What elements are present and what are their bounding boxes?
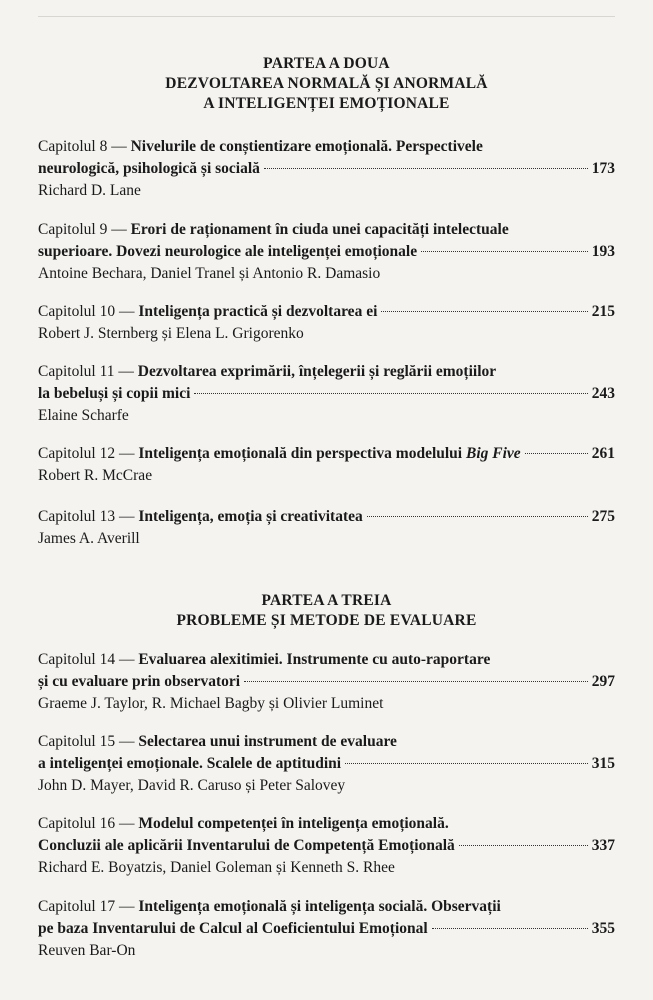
chapter-number: Capitolul 15 —: [38, 733, 135, 750]
chapter-title-cont: Concluzii ale aplicării Inventarului de Competență Emoțională: [38, 837, 455, 854]
dot-leader: [525, 453, 588, 454]
part-two-heading: [0, 54, 653, 114]
dot-leader: [264, 168, 588, 169]
dot-leader: [421, 251, 588, 252]
toc-entry-chapter-10[interactable]: [38, 301, 615, 345]
page-number: 173: [591, 160, 615, 177]
chapter-title-cont: la bebeluși și copii mici: [38, 385, 191, 402]
chapter-title: Dezvoltarea exprimării, înțelegerii și reglării emoțiilor: [137, 363, 497, 380]
toc-entry-chapter-15[interactable]: [38, 731, 615, 797]
chapter-number: Capitolul 17 —: [38, 898, 135, 915]
toc-entry-chapter-9[interactable]: [38, 219, 615, 285]
chapter-number: Capitolul 8 —: [38, 138, 127, 155]
page-number: 337: [591, 837, 615, 854]
dot-leader: [367, 516, 588, 517]
chapter-title-cont: superioare. Dovezi neurologice ale inteligenței emoționale: [38, 243, 418, 260]
chapter-number: Capitolul 12 —: [38, 445, 135, 462]
chapter-title-cont: neurologică, psihologică și socială: [38, 160, 260, 177]
chapter-number: Capitolul 16 —: [38, 815, 135, 832]
chapter-title-italic: Big Five: [466, 445, 521, 462]
chapter-authors: Robert J. Sternberg și Elena L. Grigorenko: [38, 325, 304, 342]
part-three-title: PROBLEME ȘI METODE DE EVALUARE: [176, 612, 477, 629]
chapter-number: Capitolul 9 —: [38, 221, 127, 238]
dot-leader: [194, 393, 587, 394]
dot-leader: [459, 845, 588, 846]
page-number: 355: [591, 920, 615, 937]
toc-entry-chapter-11[interactable]: [38, 361, 615, 427]
header-rule: [38, 16, 615, 18]
toc-entry-chapter-14[interactable]: [38, 649, 615, 715]
page-number: 297: [591, 673, 615, 690]
chapter-authors: Antoine Bechara, Daniel Tranel și Antonio R. Damasio: [38, 265, 381, 282]
chapter-authors: Richard D. Lane: [38, 182, 141, 199]
page-number: 261: [591, 445, 615, 462]
chapter-number: Capitolul 11 —: [38, 363, 134, 380]
chapter-authors: John D. Mayer, David R. Caruso și Peter Salovey: [38, 777, 346, 794]
toc-entry-chapter-16[interactable]: [38, 813, 615, 879]
chapter-authors: Richard E. Boyatzis, Daniel Goleman și Kenneth S. Rhee: [38, 859, 395, 876]
part-two-label: PARTEA A DOUA: [263, 55, 390, 72]
page-number: 275: [591, 508, 615, 525]
chapter-title: Modelul competenței în inteligența emoțională.: [138, 815, 449, 832]
part-three-heading: [0, 591, 653, 631]
page-number: 193: [591, 243, 615, 260]
dot-leader: [381, 311, 587, 312]
chapter-title: Selectarea unui instrument de evaluare: [138, 733, 397, 750]
chapter-authors: James A. Averill: [38, 530, 140, 547]
chapter-number: Capitolul 13 —: [38, 508, 135, 525]
chapter-title-cont: pe baza Inventarului de Calcul al Coeficientului Emoțional: [38, 920, 428, 937]
page-number: 215: [591, 303, 615, 320]
chapter-authors: Reuven Bar-On: [38, 942, 136, 959]
dot-leader: [244, 681, 588, 682]
chapter-title: Inteligența emoțională și inteligența socială. Observații: [138, 898, 501, 915]
chapter-title: Evaluarea alexitimiei. Instrumente cu auto-raportare: [138, 651, 491, 668]
chapter-title: Erori de raționament în ciuda unei capacități intelectuale: [130, 221, 509, 238]
dot-leader: [345, 763, 588, 764]
toc-entry-chapter-13[interactable]: [38, 506, 615, 550]
chapter-number: Capitolul 10 —: [38, 303, 135, 320]
part-three-label: PARTEA A TREIA: [261, 592, 392, 609]
toc-entry-chapter-12[interactable]: [38, 443, 615, 487]
dot-leader: [432, 928, 588, 929]
chapter-authors: Graeme J. Taylor, R. Michael Bagby și Olivier Luminet: [38, 695, 384, 712]
toc-entry-chapter-8[interactable]: [38, 136, 615, 202]
toc-entry-chapter-17[interactable]: [38, 896, 615, 962]
chapter-title: Nivelurile de conștientizare emoțională. Perspectivele: [130, 138, 483, 155]
chapter-title: Inteligența emoțională din perspectiva modelului: [138, 445, 463, 462]
page-number: 243: [591, 385, 615, 402]
chapter-authors: Robert R. McCrae: [38, 467, 153, 484]
part-two-title-line-1: DEZVOLTAREA NORMALĂ ȘI ANORMALĂ: [165, 75, 488, 92]
part-two-title-line-2: A INTELIGENȚEI EMOȚIONALE: [203, 95, 450, 112]
chapter-number: Capitolul 14 —: [38, 651, 135, 668]
chapter-title-cont: și cu evaluare prin observatori: [38, 673, 241, 690]
page-number: 315: [591, 755, 615, 772]
chapter-title: Inteligența practică și dezvoltarea ei: [138, 303, 378, 320]
chapter-authors: Elaine Scharfe: [38, 407, 129, 424]
chapter-title-cont: a inteligenței emoționale. Scalele de aptitudini: [38, 755, 342, 772]
chapter-title: Inteligența, emoția și creativitatea: [138, 508, 363, 525]
